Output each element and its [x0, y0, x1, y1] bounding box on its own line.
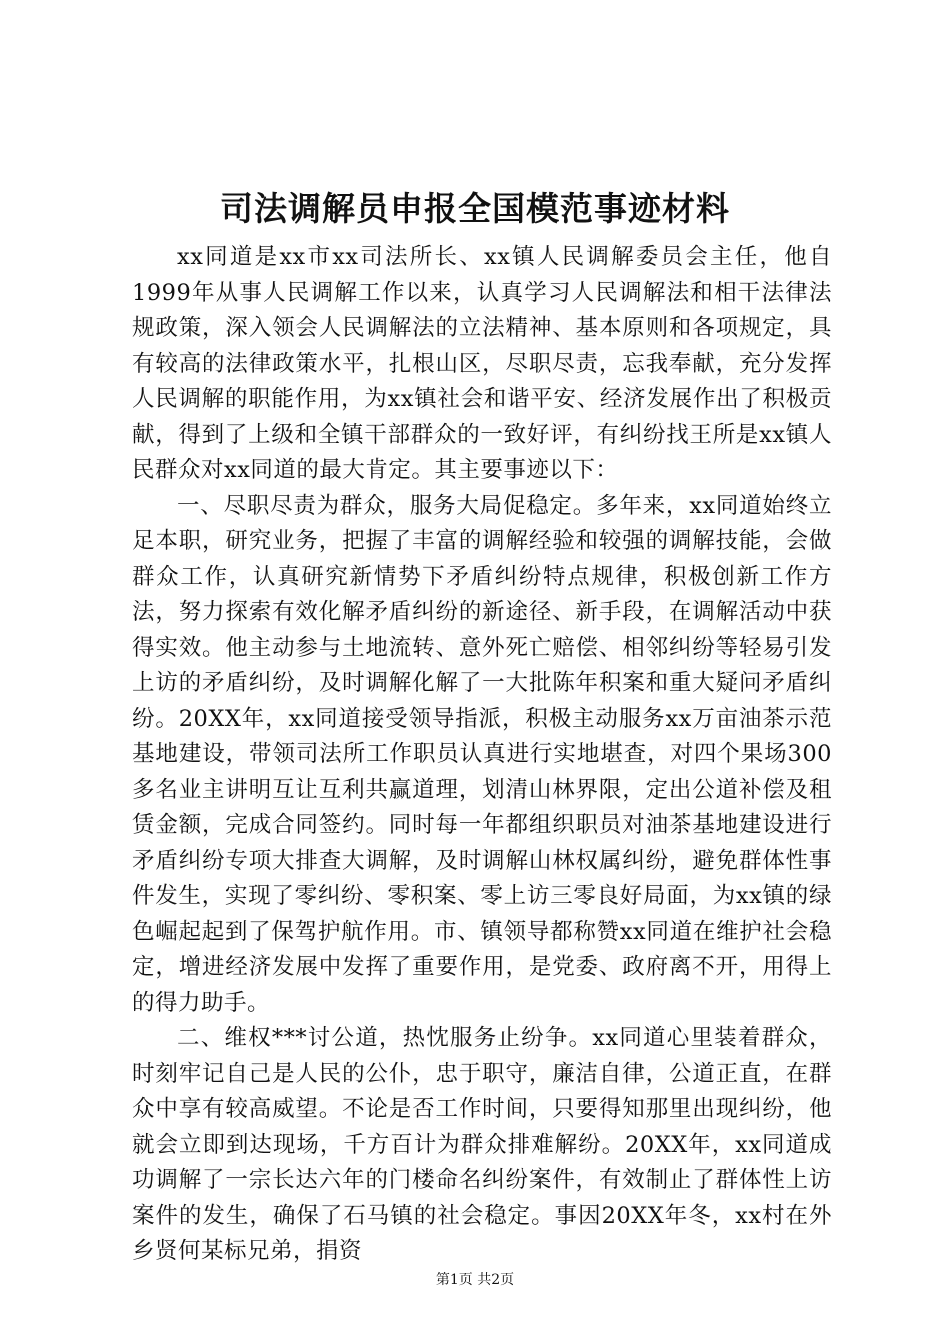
- document-title: 司法调解员申报全国模范事迹材料: [220, 189, 730, 228]
- paragraph-section-1: 一、尽职尽责为群众，服务大局促稳定。多年来，xx同道始终立足本职，研究业务，把握了丰富的调解经验和较强的调解技能，会做群众工作，认真研究新情势下矛盾纠纷特点规律，积极创新工作方法，努力探索有效化解矛盾纠纷的新途径、新手段，在调解活动中获得实效。他主动参与土地流转、意外死亡赔偿、相邻纠纷等轻易引发上访的矛盾纠纷，及时调解化解了一大批陈年积案和重大疑问矛盾纠纷。20XX年，xx同道接受领导指派，积极主动服务xx万亩油茶示范基地建设，带领司法所工作职员认真进行实地堪查，对四个果场300多名业主讲明互让互利共赢道理，划清山林界限，定出公道补偿及租赁金额，完成合同签约。同时每一年都组织职员对油茶基地建设进行矛盾纠纷专项大排查大调解，及时调解山林权属纠纷，避免群体性事件发生，实现了零纠纷、零积案、零上访三零良好局面，为xx镇的绿色崛起起到了保驾护航作用。市、镇领导都称赞xx同道在维护社会稳定，增进经济发展中发挥了重要作用，是党委、政府离不开，用得上的得力助手。: [132, 492, 832, 1016]
- document-body: [132, 240, 832, 1270]
- paragraph-intro: xx同道是xx市xx司法所长、xx镇人民调解委员会主任，他自1999年从事人民调解工作以来，认真学习人民调解法和相干法律法规政策，深入领会人民调解法的立法精神、基本原则和各项规定，具有较高的法律政策水平，扎根山区，尽职尽责，忘我奉献，充分发挥人民调解的职能作用，为xx镇社会和谐平安、经济发展作出了积极贡献，得到了上级和全镇干部群众的一致好评，有纠纷找王所是xx镇人民群众对xx同道的最大肯定。其主要事迹以下：: [132, 244, 832, 483]
- page-footer: 第1页 共2页: [435, 1272, 515, 1288]
- paragraph-section-2: 二、维权***讨公道，热忱服务止纷争。xx同道心里装着群众，时刻牢记自己是人民的公仆，忠于职守，廉洁自律，公道正直，在群众中享有较高威望。不论是否工作时间，只要得知那里出现纠纷，他就会立即到达现场，千方百计为群众排难解纷。20XX年，xx同道成功调解了一宗长达六年的门楼命名纠纷案件，有效制止了群体性上访案件的发生，确保了石马镇的社会稳定。事因20XX年冬，xx村在外乡贤何某标兄弟，捐资: [132, 1025, 832, 1264]
